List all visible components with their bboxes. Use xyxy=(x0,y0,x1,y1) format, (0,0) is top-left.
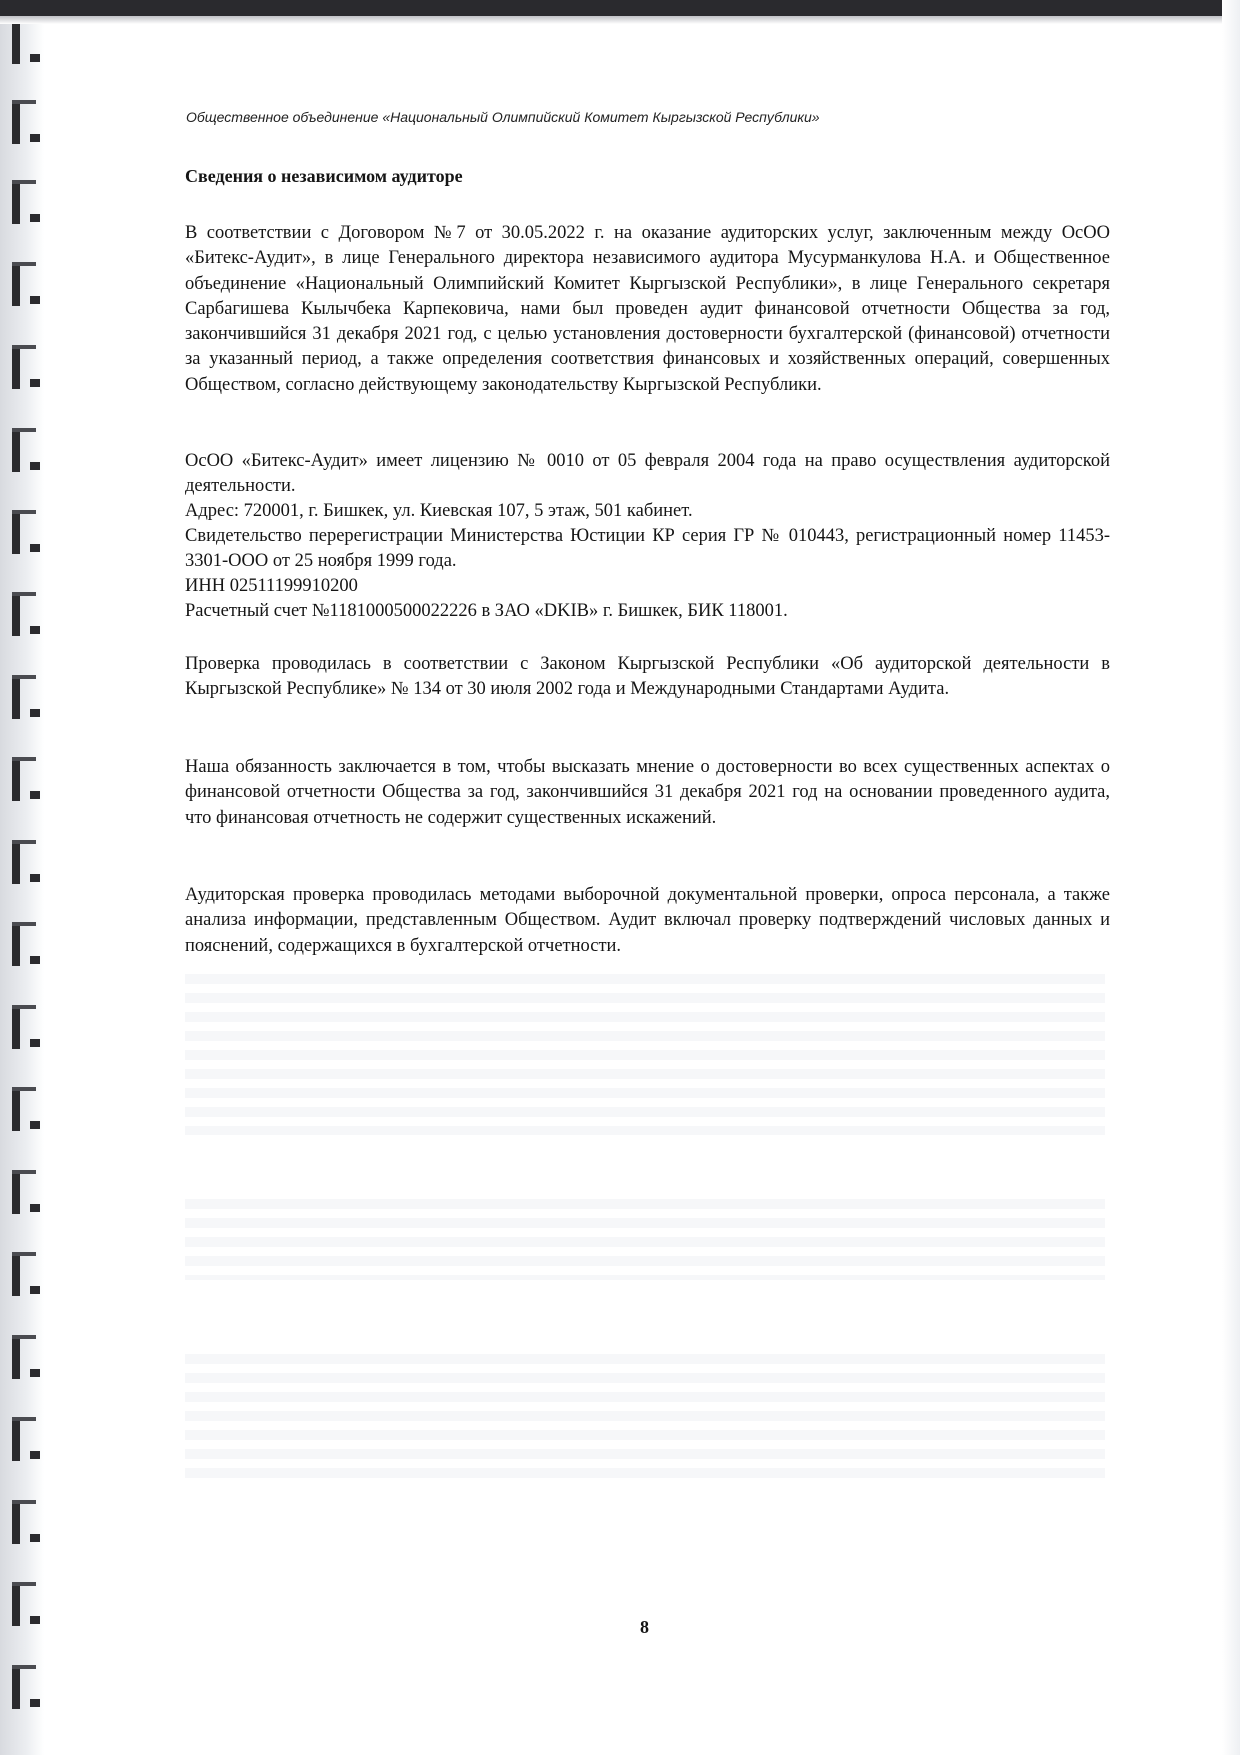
paragraph-methods: Аудиторская проверка проводилась методами выборочной документальной проверки, опроса персонала, а также анализа информации, представленным Обществом. Аудит включал проверку подтверждений числовых данных и пояснений, содержащихся в бухгалтерской отчетности. xyxy=(185,885,1110,956)
paragraph-responsibility: Наша обязанность заключается в том, чтобы высказать мнение о достоверности во всех существенных аспектах о финансовой отчетности Общества за год, закончившийся 31 декабря 2021 год на основании проведенного аудита, что финансовая отчетность не содержит существенных искажений. xyxy=(185,757,1110,828)
bleed-through-texture xyxy=(185,1190,1105,1280)
binding-spine xyxy=(0,0,44,1755)
binding-ring xyxy=(12,1582,40,1626)
binding-ring xyxy=(12,592,40,636)
binding-ring xyxy=(12,428,40,472)
binding-ring xyxy=(12,922,40,966)
auditor-address: Адрес: 720001, г. Бишкек, ул. Киевская 107, 5 этаж, 501 кабинет. xyxy=(185,501,693,521)
binding-ring xyxy=(12,840,40,884)
scanner-shadow xyxy=(0,16,1240,24)
page-number: 8 xyxy=(640,1617,649,1637)
auditor-bank-account: Расчетный счет №1181000500022226 в ЗАО «DKIB» г. Бишкек, БИК 118001. xyxy=(185,601,788,621)
binding-ring xyxy=(12,510,40,554)
binding-ring xyxy=(12,1665,40,1709)
binding-ring xyxy=(12,1005,40,1049)
binding-ring xyxy=(12,1252,40,1296)
scanner-top-edge xyxy=(0,0,1240,16)
auditor-inn: ИНН 02511199910200 xyxy=(185,576,358,596)
binding-ring xyxy=(12,100,40,144)
binding-ring xyxy=(12,1417,40,1461)
binding-ring xyxy=(12,757,40,801)
section-title: Сведения о независимом аудиторе xyxy=(185,166,463,186)
paragraph-license: ОсОО «Битекс-Аудит» имеет лицензию № 0010 от 05 февраля 2004 года на право осуществления аудиторской деятельности. xyxy=(185,451,1110,497)
binding-ring xyxy=(12,262,40,306)
binding-ring xyxy=(12,675,40,719)
auditor-registration: Свидетельство перерегистрации Министерства Юстиции КР серия ГР № 010443, регистрационный номер 11453-3301-ООО от 25 ноября 1999 года. xyxy=(185,526,1110,572)
running-header: Общественное объединение «Национальный Олимпийский Комитет Кыргызской Республики» xyxy=(186,109,820,125)
binding-ring xyxy=(12,1335,40,1379)
binding-ring xyxy=(12,345,40,389)
paragraph-law: Проверка проводилась в соответствии с Законом Кыргызской Республики «Об аудиторской деятельности в Кыргызской Республике» № 134 от 30 июля 2002 года и Международными Стандартами Аудита. xyxy=(185,654,1110,700)
bleed-through-texture xyxy=(185,965,1105,1135)
page-right-edge xyxy=(1222,0,1240,1755)
bleed-through-texture xyxy=(185,1345,1105,1485)
binding-ring xyxy=(12,20,40,64)
binding-ring xyxy=(12,1170,40,1214)
binding-ring xyxy=(12,1500,40,1544)
binding-ring xyxy=(12,180,40,224)
binding-ring xyxy=(12,1087,40,1131)
paragraph-contract: В соответствии с Договором №7 от 30.05.2022 г. на оказание аудиторских услуг, заключенным между ОсОО «Битекс-Аудит», в лице Генерального директора независимого аудитора Мусурманкулова Н.А. и Общественное объединение «Национальный Олимпийский Комитет Кыргызской Республики», в лице Генерального секретаря Сарбагишева Кылычбека Карпековича, нами был проведен аудит финансовой отчетности Общества за год, закончившийся 31 декабря 2021 год, с целью установления достоверности бухгалтерской (финансовой) отчетности за указанный период, а также определения соответствия финансовых и хозяйственных операций, совершенных Обществом, согласно действующему законодательству Кыргызской Республики. xyxy=(185,223,1110,395)
